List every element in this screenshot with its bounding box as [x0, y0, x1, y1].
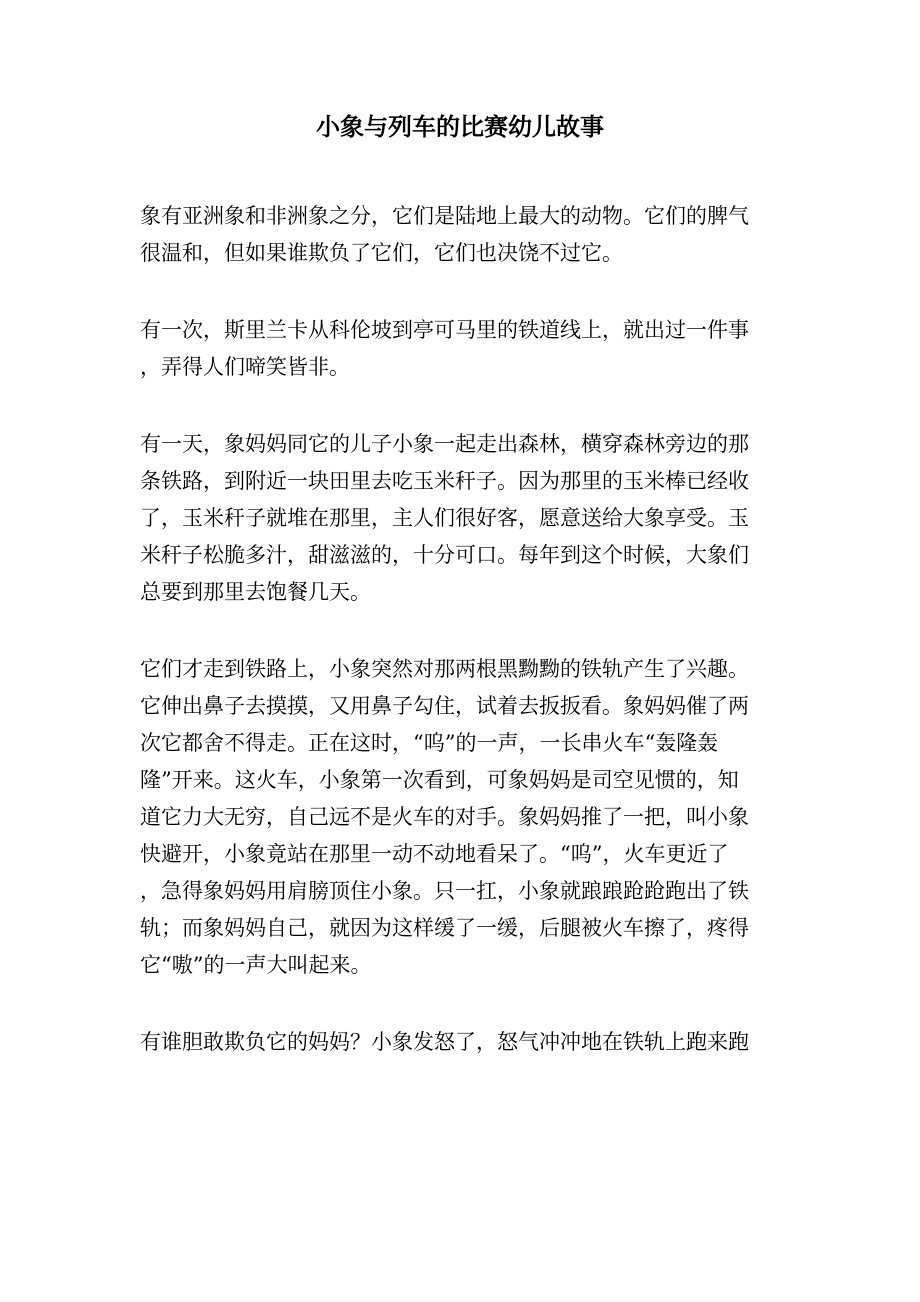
text-line: 轨；而象妈妈自己，就因为这样缓了一缓，后腿被火车擦了，疼得 [140, 916, 749, 940]
paragraph [140, 426, 768, 611]
text-line: 道它力大无穷，自己远不是火车的对手。象妈妈推了一把，叫小象 [140, 805, 749, 829]
text-line: ，急得象妈妈用肩膀顶住小象。只一扛，小象就踉踉跄跄跑出了铁 [140, 879, 749, 903]
text-line: 象有亚洲象和非洲象之分，它们是陆地上最大的动物。它们的脾气 [140, 204, 749, 228]
text-line: ，弄得人们啼笑皆非。 [140, 355, 350, 379]
text-line: 了，玉米秆子就堆在那里，主人们很好客，愿意送给大象享受。玉 [140, 506, 749, 530]
text-line: 隆”开来。这火车，小象第一次看到，可象妈妈是司空见惯的，知 [140, 768, 739, 792]
text-line: 有一天，象妈妈同它的儿子小象一起走出森林，横穿森林旁边的那 [140, 432, 749, 456]
text-line: 很温和，但如果谁欺负了它们，它们也决饶不过它。 [140, 241, 623, 265]
text-line: 条铁路，到附近一块田里去吃玉米秆子。因为那里的玉米棒已经收 [140, 469, 749, 493]
document-body [140, 198, 768, 1101]
document-title: 小象与列车的比赛幼儿故事 [316, 112, 604, 141]
text-line: 快避开，小象竟站在那里一动不动地看呆了。“呜”，火车更近了 [140, 842, 729, 866]
text-line: 米秆子松脆多汁，甜滋滋的，十分可口。每年到这个时候，大象们 [140, 543, 749, 567]
text-line: 它伸出鼻子去摸摸，又用鼻子勾住，试着去扳扳看。象妈妈催了两 [140, 694, 749, 718]
text-line: 有谁胆敢欺负它的妈妈？小象发怒了，怒气冲冲地在铁轨上跑来跑 [140, 1030, 749, 1054]
text-line: 次它都舍不得走。正在这时，“呜”的一声，一长串火车“轰隆轰 [140, 731, 719, 755]
text-line: 它们才走到铁路上，小象突然对那两根黑黝黝的铁轨产生了兴趣。 [140, 657, 749, 681]
text-line: 总要到那里去饱餐几天。 [140, 580, 371, 604]
paragraph [140, 312, 768, 386]
paragraph [140, 198, 768, 272]
text-line: 有一次，斯里兰卡从科伦坡到亭可马里的铁道线上，就出过一件事 [140, 318, 749, 342]
paragraph [140, 1024, 768, 1061]
paragraph [140, 651, 768, 984]
text-line: 它“嗷”的一声大叫起来。 [140, 953, 372, 977]
